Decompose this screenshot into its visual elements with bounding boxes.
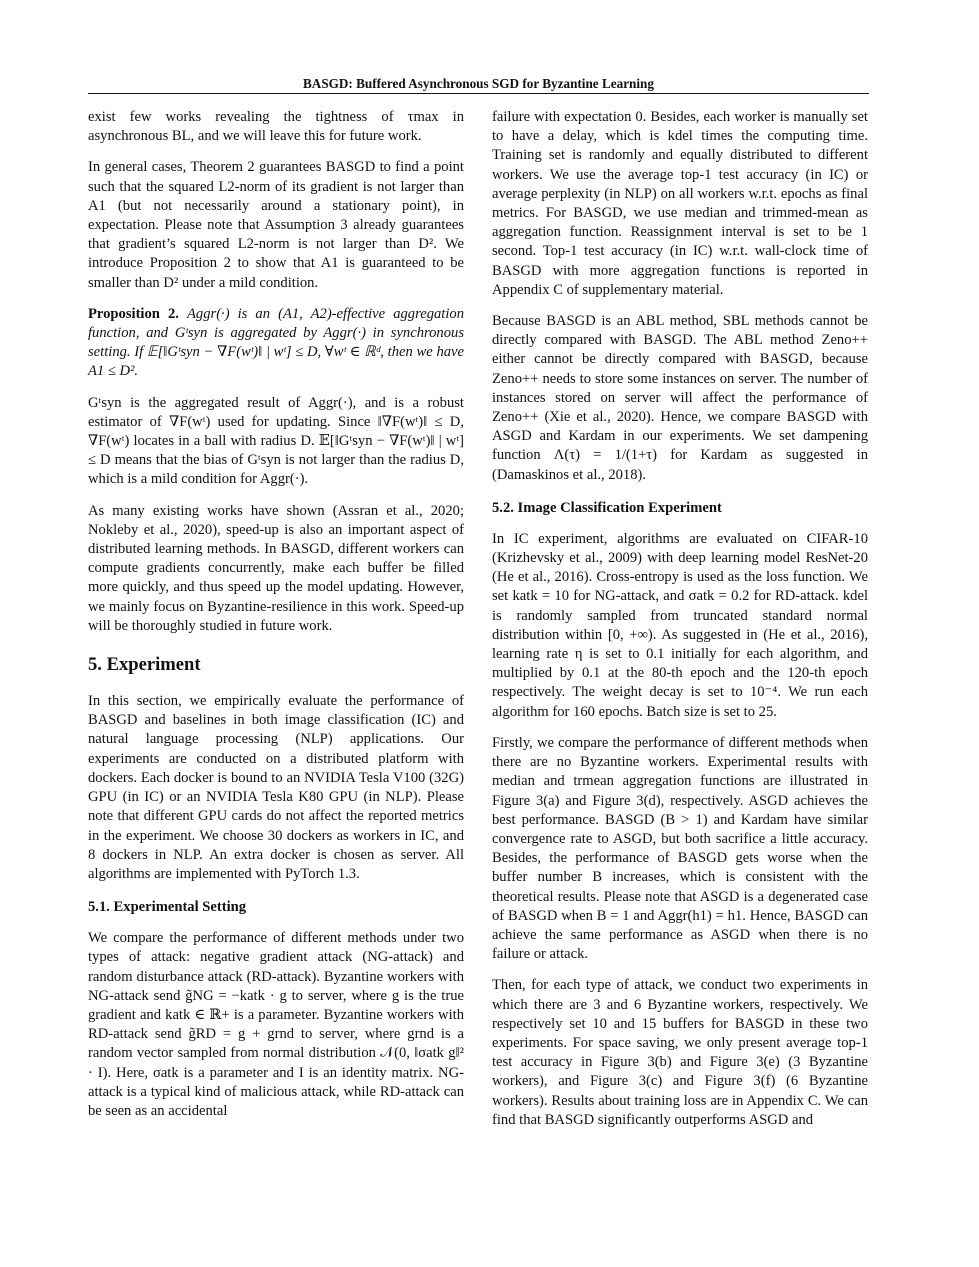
running-title: BASGD: Buffered Asynchronous SGD for Byzantine Learning [303, 76, 654, 91]
paragraph: As many existing works have shown (Assran et al., 2020; Nokleby et al., 2020), speed-up is also an important aspect of distributed learning methods. In BASGD, different workers can compute gradients concurrently, make each buffer be filled more quickly, and thus speed up the model updating. However, we mainly focus on Byzantine-resilience in this work. Speed-up will be thoroughly studied in future work. [88, 502, 464, 634]
paragraph: In IC experiment, algorithms are evaluated on CIFAR-10 (Krizhevsky et al., 2009) with deep learning model ResNet-20 (He et al., 2016). Cross-entropy is used as the loss function. We set katk = 10 for NG-attack, and σatk = 0.2 for RD-attack. kdel is randomly sampled from truncated standard normal distribution within [0, +∞). As suggested in (He et al., 2016), learning rate η is set to 0.1 initially for each algorithm, and multiplied by 0.1 at the 80-th epoch and the 120-th epoch respectively. The weight decay is set to 10⁻⁴. We run each algorithm for 160 epochs. Batch size is set to 25. [492, 530, 868, 720]
left-column [88, 108, 464, 1133]
paragraph: In this section, we empirically evaluate the performance of BASGD and baselines in both image classification (IC) and natural language processing (NLP) applications. Our experiments are conducted on a distributed platform with dockers. Each docker is bound to an NVIDIA Tesla V100 (32G) GPU (in IC) or an NVIDIA Tesla K80 GPU (in NLP). Please note that different GPU cards do not affect the reported metrics in the experiment. We choose 30 dockers as workers in IC, and 8 dockers in NLP. An extra docker is chosen as server. All algorithms are implemented with PyTorch 1.3. [88, 693, 464, 882]
paragraph: Firstly, we compare the performance of different methods when there are no Byzantine workers. Experimental results with median and trmean aggregation functions are illustrated in Figure 3(a) and Figure 3(d), respectively. ASGD achieves the best performance. BASGD (B > 1) and Kardam have similar convergence rate to ASGD, but both sacrifice a little accuracy. Besides, the performance of BASGD gets worse when the buffer number B increases, which is consistent with the theoretical results. Please note that ASGD is a degenerated case of BASGD when B = 1 and Aggr(h1) = h1. Hence, BASGD can achieve the same performance as ASGD when there is no failure or attack. [492, 734, 868, 963]
proposition [88, 305, 464, 382]
right-column [492, 108, 868, 1142]
header-rule [88, 93, 869, 94]
proposition-body: Aggr(·) is an (A1, A2)-effective aggregation function, and Gᵗsyn is aggregated by Aggr(·) in synchronous setting. If 𝔼[‖Gᵗsyn − ∇F(wᵗ)‖ | wᵗ] ≤ D, ∀wᵗ ∈ ℝᵈ, then we have A1 ≤ D². [88, 305, 465, 380]
paragraph: Gᵗsyn is the aggregated result of Aggr(·), and is a robust estimator of ∇F(wᵗ) used for updating. Since ‖∇F(wᵗ)‖ ≤ D, ∇F(wᵗ) locates in a ball with radius D. 𝔼[‖Gᵗsyn − ∇F(wᵗ)‖ | wᵗ] ≤ D means that the bias of Gᵗsyn is not larger than the radius D, which is a mild condition for Aggr(·). [88, 394, 464, 488]
proposition-label: Proposition 2. [88, 305, 179, 322]
subsection-title: 5.1. Experimental Setting [88, 899, 247, 916]
paragraph: In general cases, Theorem 2 guarantees BASGD to find a point such that the squared L2-norm of its gradient is not larger than A1 (but not necessarily around a stationary point), in expectation. Please note that Assumption 3 already guarantees that gradient’s squared L2-norm is not larger than D². We introduce Proposition 2 to show that A1 is guaranteed to be smaller than D² under a mild condition. [88, 159, 464, 291]
paragraph: Because BASGD is an ABL method, SBL methods cannot be directly compared with BASGD. The ABL method Zeno++ either cannot be directly compared with BASGD, because Zeno++ needs to store some instances on server. The number of instances stored on server will affect the performance of Zeno++ (Xie et al., 2020). Hence, we compare BASGD with ASGD and Kardam in our experiments. We set dampening function Λ(τ) = 1/(1+τ) for Kardam as suggested in (Damaskinos et al., 2018). [492, 313, 868, 483]
section-title: 5. Experiment [88, 654, 201, 676]
paragraph: failure with expectation 0. Besides, each worker is manually set to have a delay, which is kdel times the computing time. Training set is randomly and equally distributed to different workers. We use the average top-1 test accuracy (in IC) or average perplexity (in NLP) on all workers w.r.t. epochs as final metrics. For BASGD, we use median and trimmed-mean as aggregation function. Reassignment interval is set to be 1 second. Top-1 test accuracy (in IC) w.r.t. wall-clock time of BASGD with more aggregation functions is reported in Appendix C of supplementary material. [492, 109, 868, 298]
subsection-title: 5.2. Image Classification Experiment [492, 499, 722, 516]
paragraph: Then, for each type of attack, we conduct two experiments in which there are 3 and 6 Byzantine workers, respectively. We respectively set 10 and 15 buffers for BASGD in these two experiments. For space saving, we only present average top-1 test accuracy in Figure 3(b) and Figure 3(e) (3 Byzantine workers), and Figure 3(c) and Figure 3(f) (6 Byzantine workers). Results about training loss are in Appendix C. We can find that BASGD significantly outperforms ASGD and [492, 977, 868, 1128]
paragraph: We compare the performance of different methods under two types of attack: negative gradient attack (NG-attack) and random disturbance attack (RD-attack). Byzantine workers with NG-attack send g̃NG = −katk · g to server, where g is the true gradient and katk ∈ ℝ+ is a parameter. Byzantine workers with RD-attack send g̃RD = g + grnd to server, where grnd is a random vector sampled from normal distribution 𝒩(0, ‖σatk g‖² · I). Here, σatk is a parameter and I is an identity matrix. NG-attack is a typical kind of malicious attack, while RD-attack can be seen as an accidental [88, 930, 464, 1119]
paragraph: exist few works revealing the tightness of τmax in asynchronous BL, and we will leave this for future work. [88, 109, 464, 145]
